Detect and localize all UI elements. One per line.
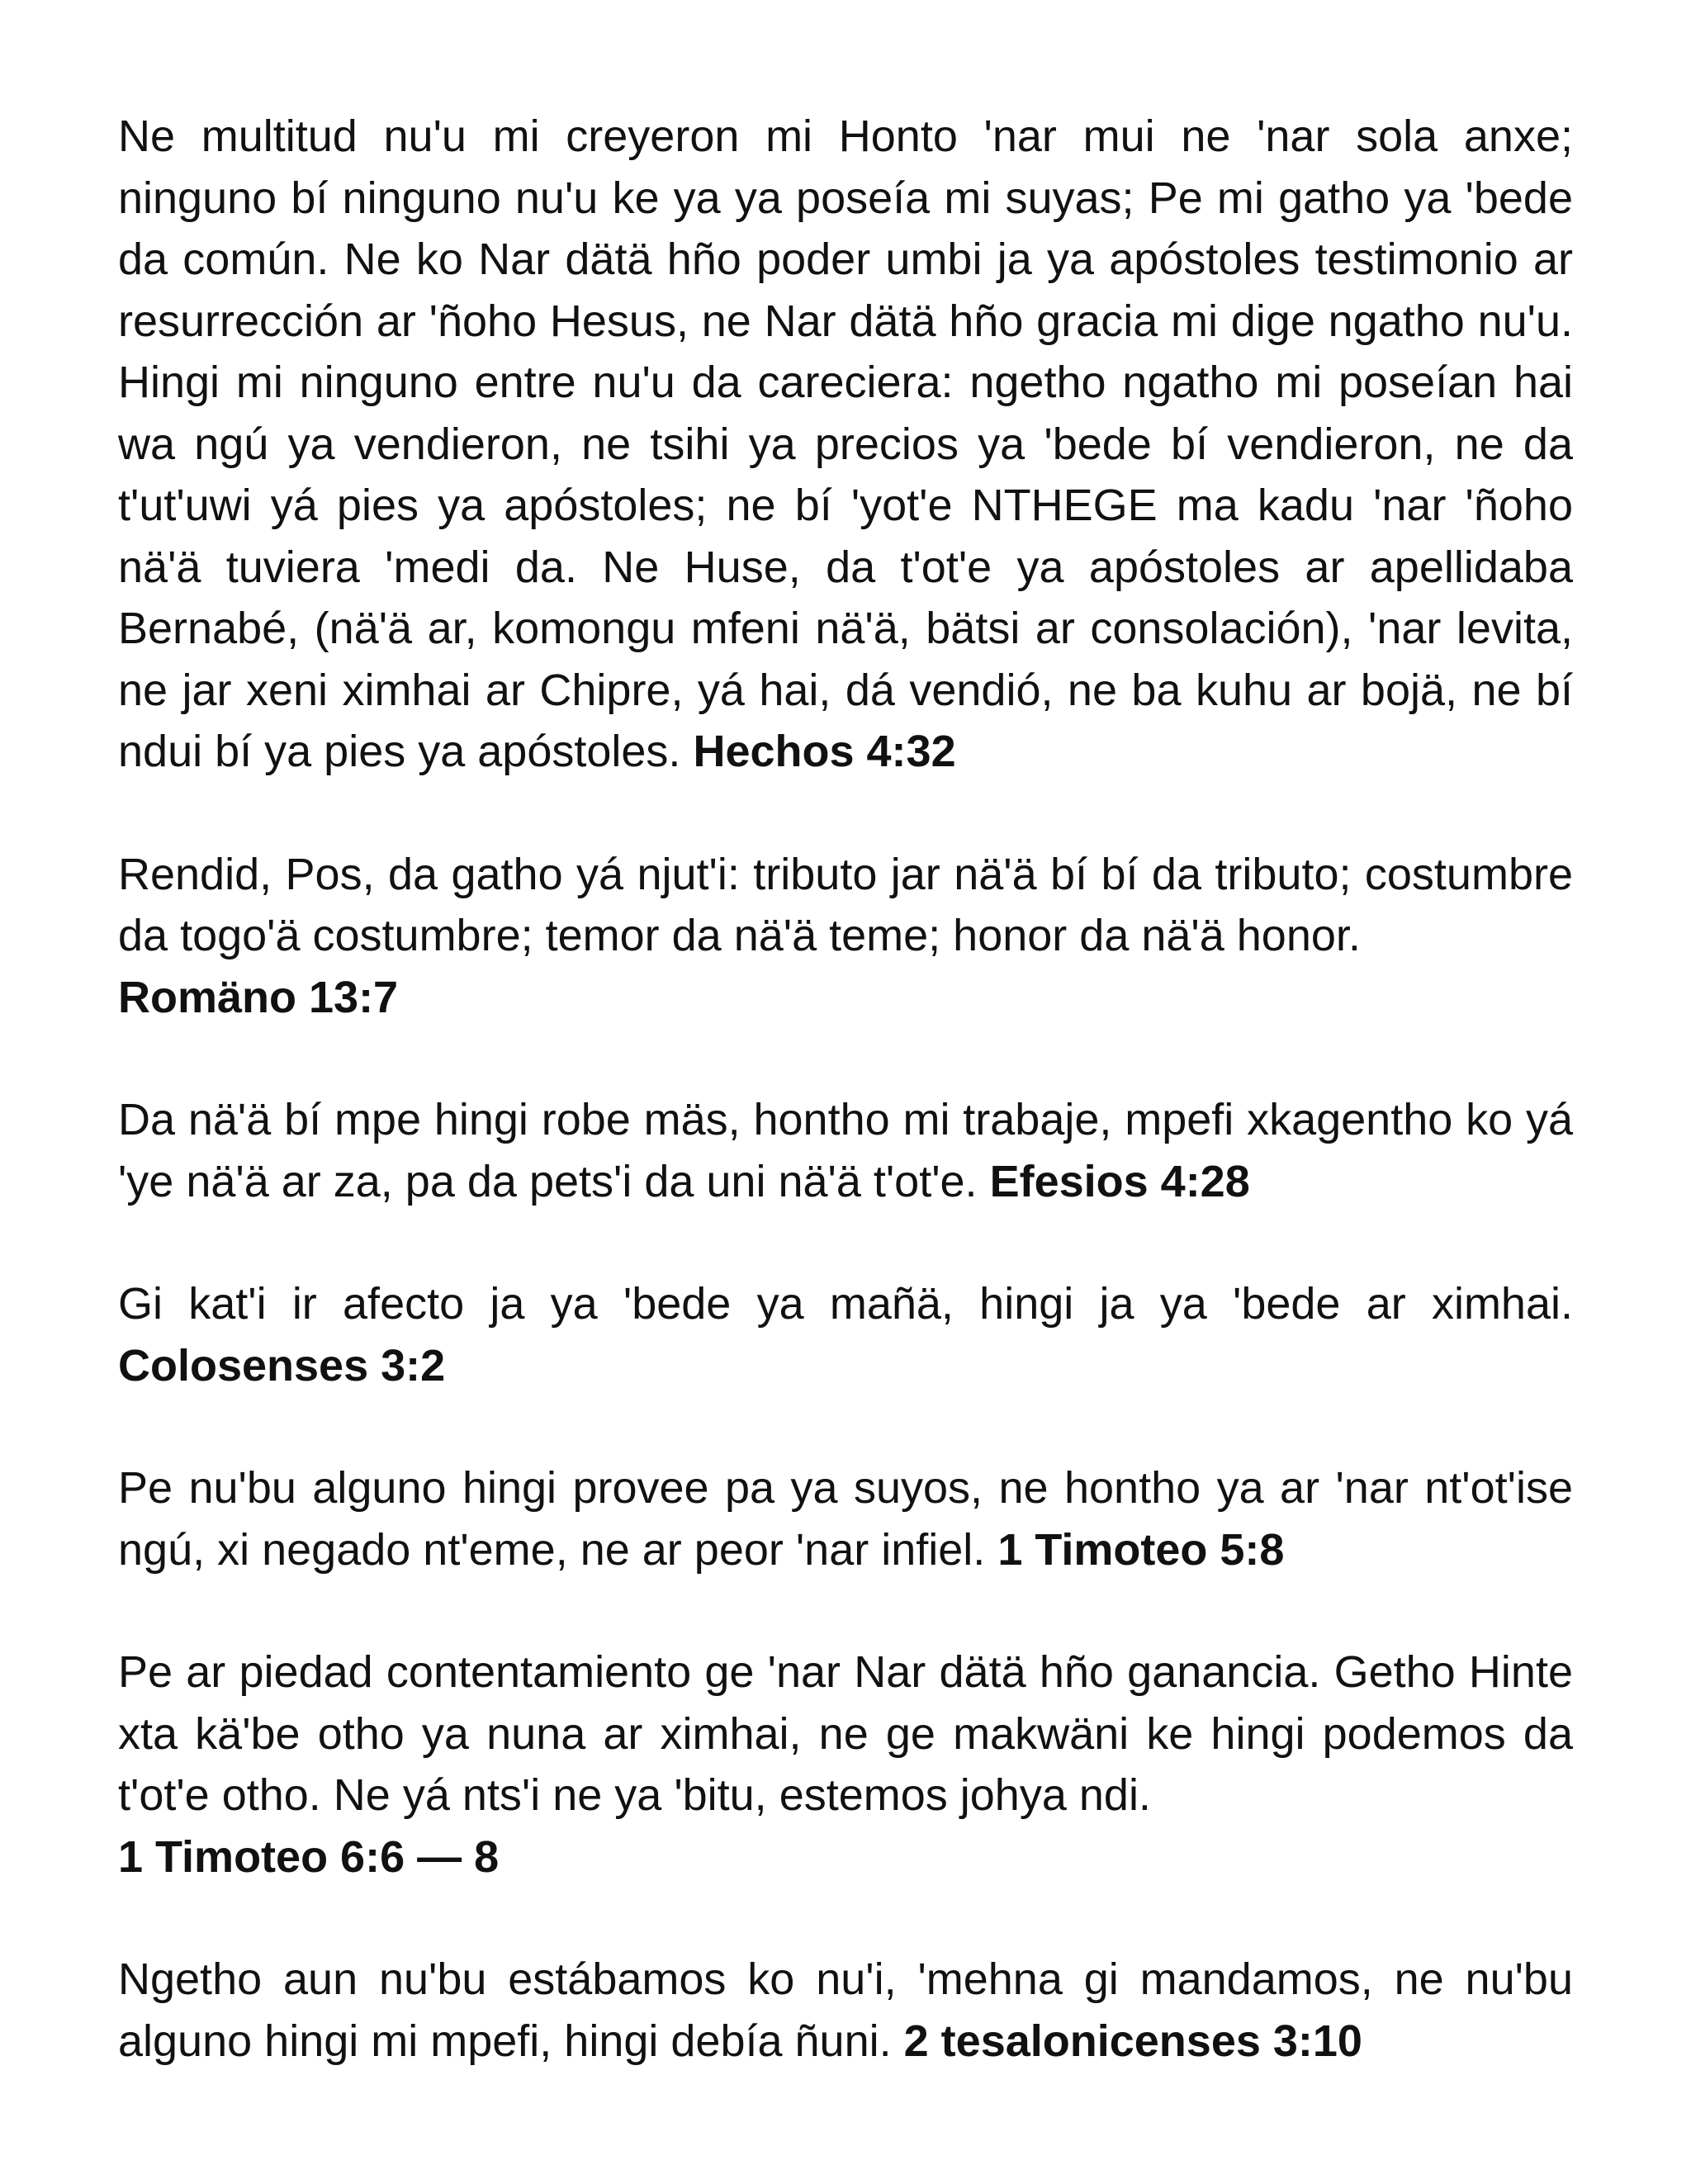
verse-reference: Hechos 4:32 — [693, 727, 956, 776]
verse-reference: Romäno 13:7 — [118, 972, 399, 1022]
verse-text: Ngetho aun nu'bu estábamos ko nu'i, 'mehna gi mandamos, ne nu'bu alguno hingi mi mpefi, hingi debía ñuni. — [118, 1954, 1573, 2066]
document-page — [118, 106, 1573, 2133]
verse-paragraph — [118, 844, 1573, 1029]
verse-text: Pe nu'bu alguno hingi provee pa ya suyos, ne hontho ya ar 'nar nt'ot'ise ngú, xi negado nt'eme, ne ar peor 'nar infiel. — [118, 1463, 1573, 1575]
verse-paragraph — [118, 1089, 1573, 1212]
verse-paragraph — [118, 106, 1573, 783]
verse-paragraph — [118, 1457, 1573, 1580]
verse-paragraph — [118, 1273, 1573, 1396]
verse-text: Pe ar piedad contentamiento ge 'nar Nar dätä hño ganancia. Getho Hinte xta kä'be otho ya nuna ar ximhai, ne ge makwäni ke hingi podemos da t'ot'e otho. Ne yá nts'i ne ya 'bitu, estemos johya ndi. — [118, 1647, 1573, 1820]
verse-paragraph — [118, 1642, 1573, 1888]
verse-paragraph — [118, 1949, 1573, 2072]
verse-reference: Efesios 4:28 — [989, 1156, 1250, 1206]
verse-reference: 1 Timoteo 6:6 — 8 — [118, 1831, 500, 1882]
verse-reference: Colosenses 3:2 — [118, 1340, 446, 1390]
verse-text: Rendid, Pos, da gatho yá njut'i: tributo jar nä'ä bí bí da tributo; costumbre da togo'ä costumbre; temor da nä'ä teme; honor da nä'ä honor. — [118, 849, 1573, 960]
verse-text: Gi kat'i ir afecto ja ya 'bede ya mañä, hingi ja ya 'bede ar ximhai. — [118, 1279, 1573, 1329]
verse-reference: 2 tesalonicenses 3:10 — [903, 2016, 1362, 2066]
verse-reference: 1 Timoteo 5:8 — [997, 1524, 1285, 1575]
verse-text: Da nä'ä bí mpe hingi robe mäs, hontho mi trabaje, mpefi xkagentho ko yá 'ye nä'ä ar za, pa da pets'i da uni nä'ä t'ot'e. — [118, 1095, 1573, 1206]
verse-text: Ne multitud nu'u mi creyeron mi Honto 'nar mui ne 'nar sola anxe; ninguno bí ninguno nu'u ke ya ya poseía mi suyas; Pe mi gatho ya 'bede da común. Ne ko Nar dätä hño poder umbi ja ya apóstoles testimonio ar resurrección ar 'ñoho Hesus, ne Nar dätä hño gracia mi dige ngatho nu'u. Hingi mi ninguno entre nu'u da careciera: ngetho ngatho mi poseían hai wa ngú ya vendieron, ne tsihi ya precios ya 'bede bí vendieron, ne da t'ut'uwi yá pies ya apóstoles; ne bí 'yot'e NTHEGE ma kadu 'nar 'ñoho nä'ä tuviera 'medi da. Ne Huse, da t'ot'e ya apóstoles ar apellidaba Bernabé, (nä'ä ar, komongu mfeni nä'ä, bätsi ar consolación), 'nar levita, ne jar xeni ximhai ar Chipre, yá hai, dá vendió, ne ba kuhu ar bojä, ne bí ndui bí ya pies ya apóstoles. — [118, 111, 1573, 776]
